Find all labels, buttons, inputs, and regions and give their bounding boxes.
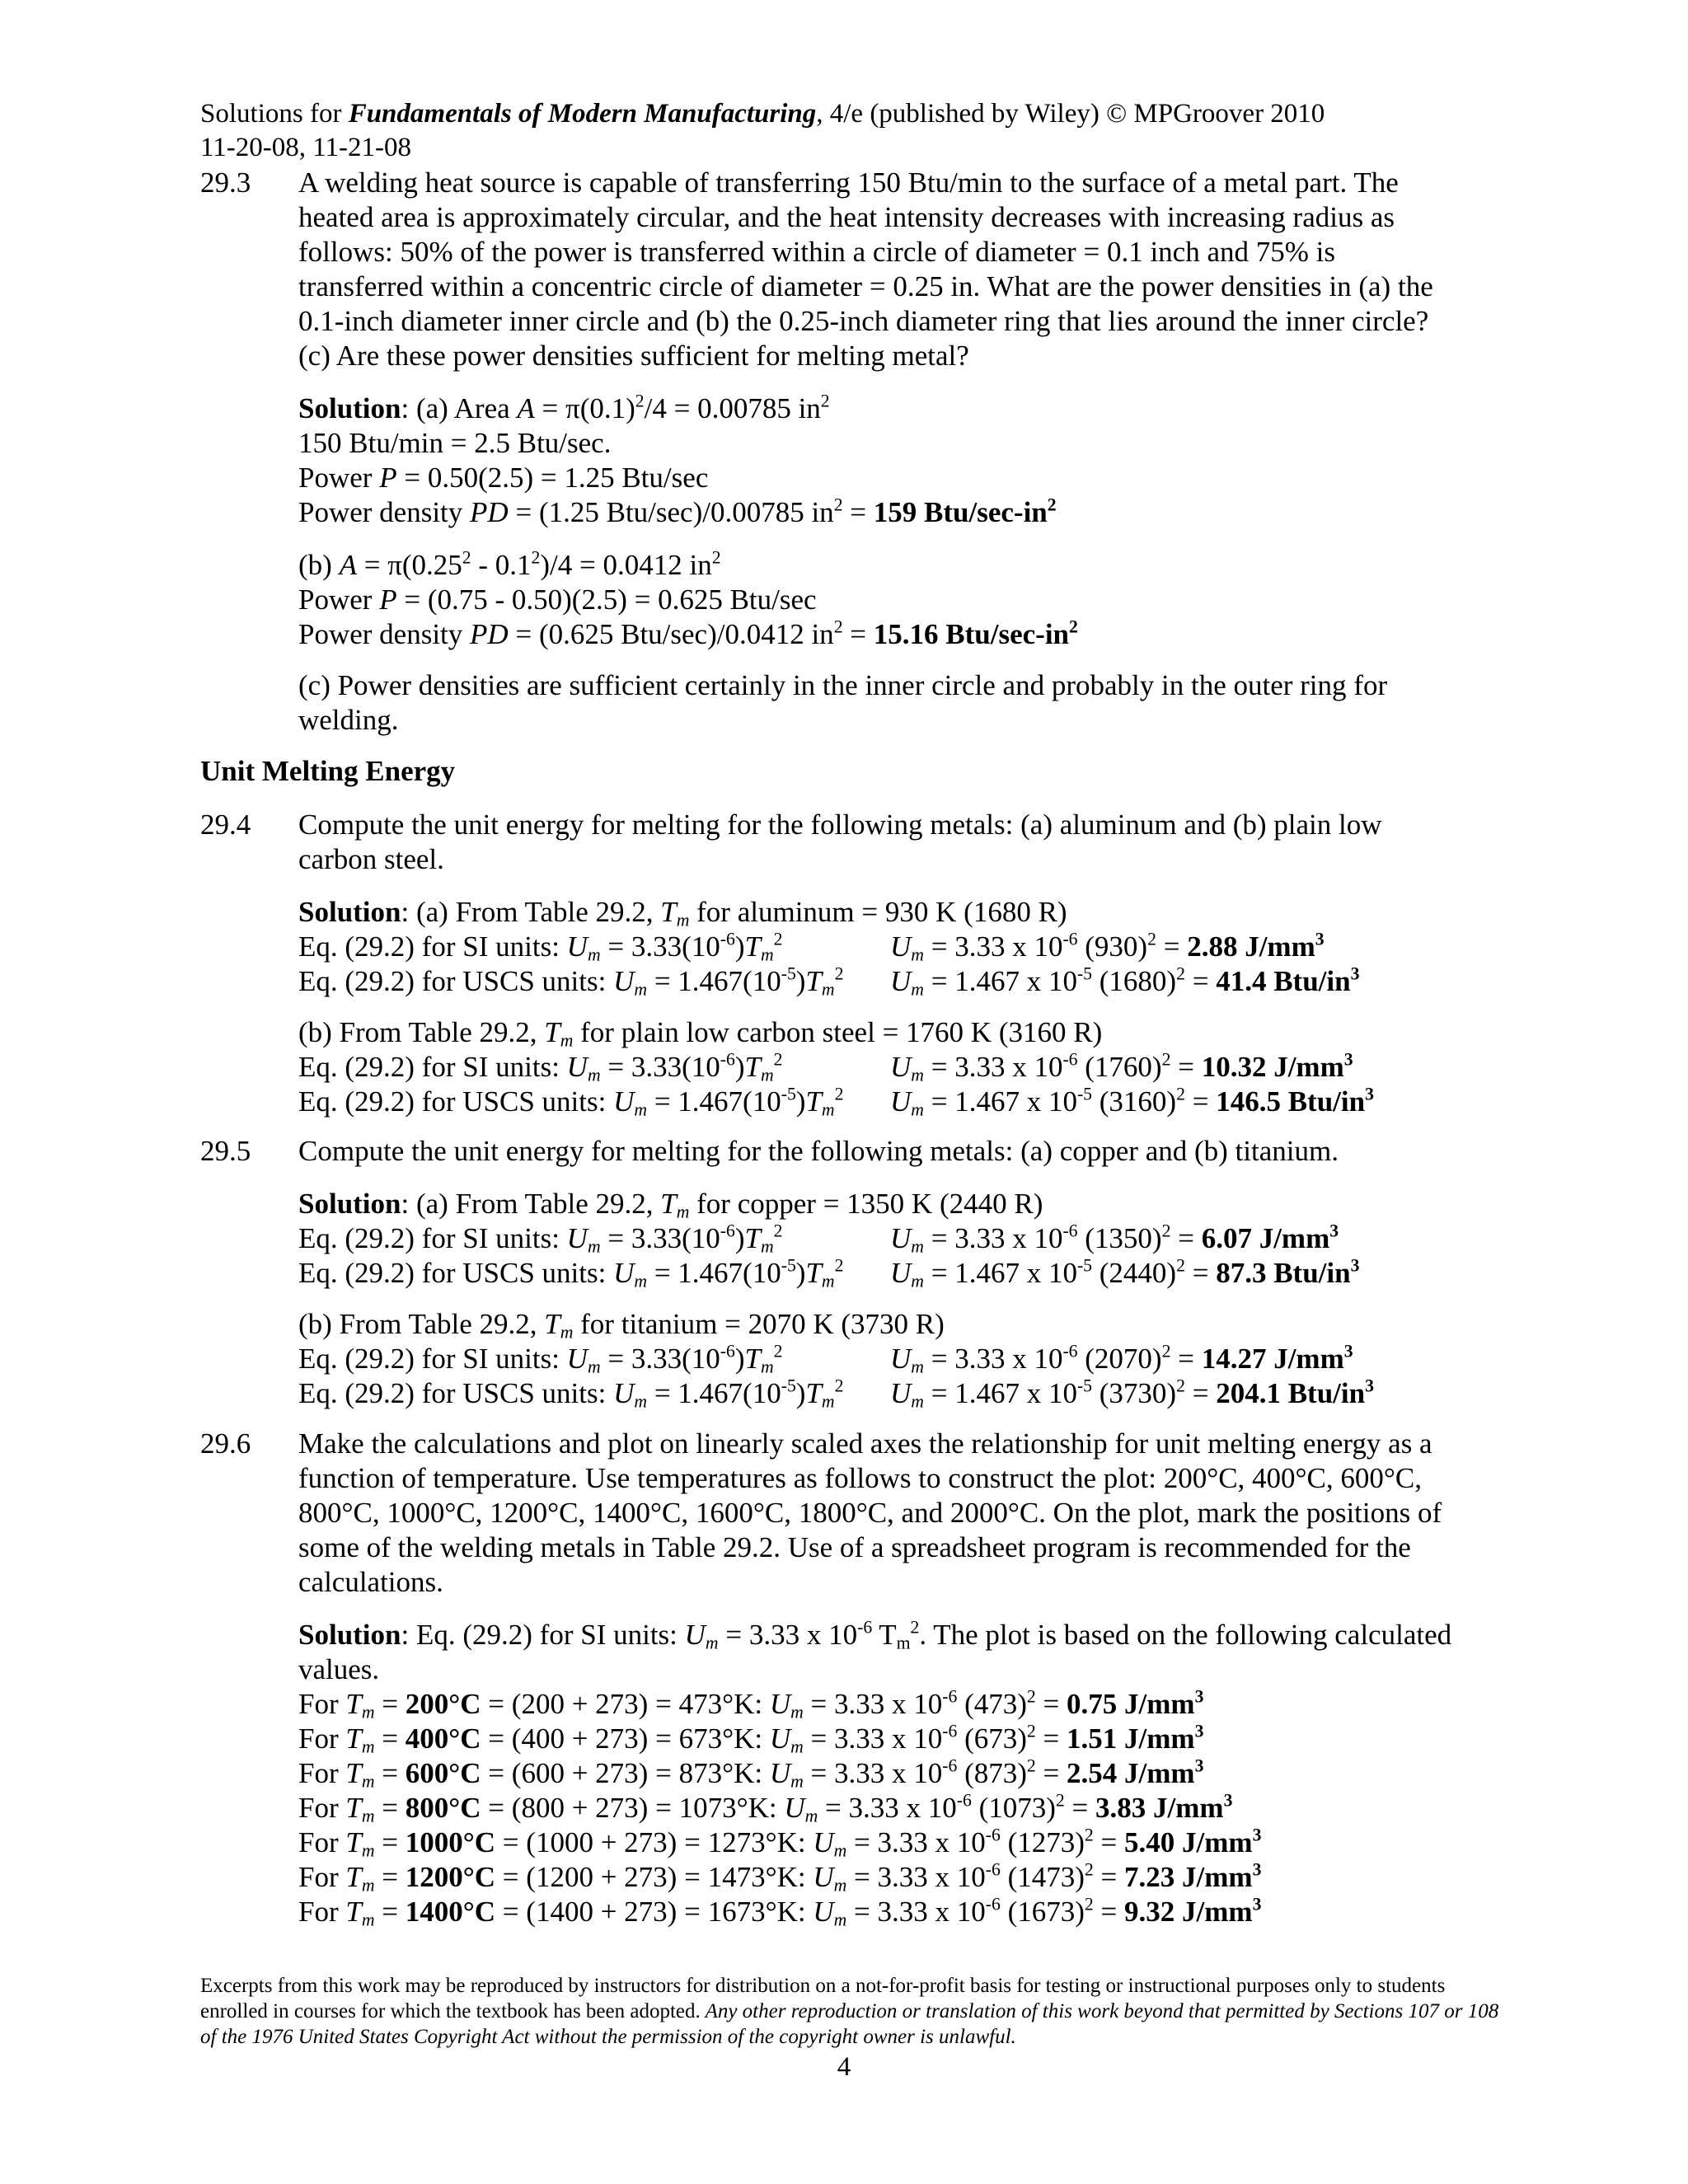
problem-number: 29.4 <box>200 808 251 841</box>
solution-line: Power density PD = (0.625 Btu/sec)/0.0412 $in^2 = 15.16$ Btu/$\sec-in^2$ <box>298 616 1078 650</box>
problem-text-line: A welding heat source is capable of transferring 150 Btu/min to the surface of a metal part. The <box>298 166 1399 199</box>
solution-line: welding. <box>298 704 399 736</box>
solution-line: Solution: (a) From Table 29.2, $T_m$ for copper = 1350 K (2440 R) <box>298 1188 1043 1222</box>
calculation-row: For $T_m = 1000^\circ C = (1000 + 273) = 1273^\circ K$: $U_m = 3.33$ x $10^{-6}$ $(1273)^2 = 5.40$ $J/mm^3$ <box>298 1825 1262 1861</box>
answer-value: 0.75 J/mm <box>1067 1688 1195 1720</box>
temperature-celsius: 600°C <box>405 1757 481 1789</box>
problem-text-line: Make the calculations and plot on linearly scaled axes the relationship for unit melting energy as a <box>298 1427 1432 1460</box>
problem-text-line: some of the welding metals in Table 29.2. Use of a spreadsheet program is recommended for the <box>298 1531 1411 1563</box>
solution-line: (b) $A = \pi(0.25^2 - 0.1^2)/4 = 0.0412$ $in^2$ <box>298 547 721 581</box>
answer-value: 5.40 J/mm <box>1124 1826 1253 1858</box>
solution-line: values. <box>298 1653 380 1685</box>
calculation-row: For $T_m = 1200^\circ C = (1200 + 273) = 1473^\circ K$: $U_m = 3.33$ x $10^{-6}$ $(1473)^2 = 7.23$ $J/mm^3$ <box>298 1859 1262 1896</box>
equation-result: $U_m = 1.467$ x $10^{-5}$ $(2440)^2 = 87.3$ Btu/$in^3$ <box>890 1255 1360 1291</box>
equation-result: $U_m = 3.33$ x $10^{-6}$ $(1350)^2 = 6.07$ $J/mm^3$ <box>890 1221 1339 1257</box>
problem-number: 29.6 <box>200 1427 251 1460</box>
temperature-celsius: 400°C <box>405 1722 481 1755</box>
calculation-row: For $T_m = 200^\circ C = (200 + 273) = 473^\circ K$: $U_m = 3.33$ x $10^{-6}$ $(473)^2 = 0.75$ $J/mm^3$ <box>298 1686 1204 1722</box>
answer-value: 3.83 J/mm <box>1095 1792 1224 1824</box>
answer-value: 2.54 J/mm <box>1067 1757 1195 1789</box>
solution-label: Solution <box>298 896 401 928</box>
solution-line: Solution: (a) Area $A = \pi(0.1)^2/4 = 0.00785$ $in^2$ <box>298 391 830 424</box>
problem-text-line: 0.1-inch diameter inner circle and (b) the 0.25-inch diameter ring that lies around the inner circle? <box>298 305 1429 337</box>
answer-value: 146.5 Btu/in <box>1216 1085 1366 1118</box>
answer-value: 2.88 J/mm <box>1187 930 1315 963</box>
answer-value: 10.32 J/mm <box>1201 1051 1344 1083</box>
problem-text-line: Compute the unit energy for melting for the following metals: (a) aluminum and (b) plain low <box>298 808 1382 841</box>
problem-text-line: heated area is approximately circular, and the heat intensity decreases with increasing radius as <box>298 201 1395 233</box>
page-number: 4 <box>837 2052 851 2082</box>
answer-value: 204.1 Btu/in <box>1216 1377 1366 1409</box>
problem-text-line: 800°C, 1000°C, 1200°C, 1400°C, 1600°C, 1800°C, and 2000°C. On the plot, mark the positions of <box>298 1497 1442 1529</box>
solution-line: Solution: (a) From Table 29.2, $T_m$ for aluminum = 930 K (1680 R) <box>298 896 1067 930</box>
answer-value: 1.51 J/mm <box>1067 1722 1195 1755</box>
equation-line: Eq. (29.2) for USCS units: $U_m = 1.467(10^{-5})T_m^2$ <box>298 963 844 1000</box>
solution-line: Power P = 0.50(2.5) = 1.25 Btu/sec <box>298 462 709 494</box>
problem-number: 29.5 <box>200 1135 251 1167</box>
answer-value: 14.27 J/mm <box>1201 1343 1344 1375</box>
page-header <box>200 97 1325 165</box>
equation-result: $U_m = 3.33$ x $10^{-6}$ $(930)^2 = 2.88$ $J/mm^3$ <box>890 929 1325 965</box>
problem-text-line: calculations. <box>298 1566 443 1598</box>
solution-line: 150 Btu/min = 2.5 Btu/sec. <box>298 427 612 459</box>
solution-line: Power density PD = (1.25 Btu/sec)/0.00785 $in^2 = 159$ Btu/$\sec-in^2$ <box>298 494 1057 528</box>
problem-text-line: Compute the unit energy for melting for the following metals: (a) copper and (b) titanium. <box>298 1135 1339 1167</box>
solution-line: (c) Power densities are sufficient certainly in the inner circle and probably in the outer ring for <box>298 669 1388 701</box>
equation-line: Eq. (29.2) for SI units: $U_m = 3.33(10^{-6})T_m^2$ <box>298 1221 783 1257</box>
equation-result: $U_m = 3.33$ x $10^{-6}$ $(1760)^2 = 10.32$ $J/mm^3$ <box>890 1049 1353 1085</box>
solution-label: Solution <box>298 1619 401 1651</box>
solution-line: (b) From Table 29.2, $T_m$ for titanium = 2070 K (3730 R) <box>298 1308 945 1343</box>
problem-text-line: transferred within a concentric circle of diameter = 0.25 in. What are the power densities in (a) the <box>298 270 1433 302</box>
temperature-celsius: 1000°C <box>405 1826 496 1858</box>
answer-value: 41.4 Btu/in <box>1216 965 1351 997</box>
temperature-celsius: 1200°C <box>405 1861 496 1893</box>
answer-value: 87.3 Btu/in <box>1216 1257 1351 1289</box>
answer-value: 9.32 J/mm <box>1124 1896 1253 1928</box>
equation-line: Eq. (29.2) for USCS units: $U_m = 1.467(10^{-5})T_m^2$ <box>298 1376 844 1412</box>
problem-number: 29.3 <box>200 166 251 199</box>
copyright-footer: Excerpts from this work may be reproduced by instructors for distribution on a not-for-profit basis for testing or instructional purposes only to students enrolled in courses for which the textbook has been adopted. Any other reproduction or translation of this work beyond that permitted by Sections 107 or 108 of the 1976 United States Copyright Act without the permission of the copyright owner is unlawful. <box>200 1975 1499 2048</box>
answer-value: 6.07 J/mm <box>1201 1222 1330 1254</box>
calculation-row: For $T_m = 800^\circ C = (800 + 273) = 1073^\circ K$: $U_m = 3.33$ x $10^{-6}$ $(1073)^2 = 3.83$ $J/mm^3$ <box>298 1790 1233 1826</box>
answer-value: 15.16 Btu/sec-in <box>873 618 1070 650</box>
solution-line: (b) From Table 29.2, $T_m$ for plain low carbon steel = 1760 K (3160 R) <box>298 1016 1103 1051</box>
temperature-celsius: 200°C <box>405 1688 481 1720</box>
solution-label: Solution <box>298 1188 401 1220</box>
answer-value: 159 Btu/sec-in <box>873 496 1048 528</box>
solution-line: Solution: Eq. (29.2) for SI units: $U_m = 3.33$ x $10^{-6}$ $T_m^2$. The plot is based on the following calculated <box>298 1617 1452 1653</box>
problem-text-line: function of temperature. Use temperatures as follows to construct the plot: 200°C, 400°C, 600°C, <box>298 1462 1422 1494</box>
section-heading: Unit Melting Energy <box>200 755 456 787</box>
calculation-row: For $T_m = 600^\circ C = (600 + 273) = 873^\circ K$: $U_m = 3.33$ x $10^{-6}$ $(873)^2 = 2.54$ $J/mm^3$ <box>298 1755 1204 1792</box>
calculation-row: For $T_m = 400^\circ C = (400 + 273) = 673^\circ K$: $U_m = 3.33$ x $10^{-6}$ $(673)^2 = 1.51$ $J/mm^3$ <box>298 1721 1204 1757</box>
equation-result: $U_m = 1.467$ x $10^{-5}$ $(3730)^2 = 204.1$ Btu/$in^3$ <box>890 1376 1374 1412</box>
book-title: Fundamentals of Modern Manufacturing <box>348 99 817 129</box>
header-line-1: Solutions for Fundamentals of Modern Manufacturing, 4/e (published by Wiley) © MPGroover 2010 <box>200 99 1325 129</box>
problem-text-line: (c) Are these power densities sufficient for melting metal? <box>298 340 969 372</box>
equation-line: Eq. (29.2) for SI units: $U_m = 3.33(10^{-6})T_m^2$ <box>298 1341 783 1377</box>
problem-text-line: follows: 50% of the power is transferred within a circle of diameter = 0.1 inch and 75% is <box>298 236 1335 268</box>
equation-result: $U_m = 1.467$ x $10^{-5}$ $(1680)^2 = 41.4$ Btu/$in^3$ <box>890 963 1360 1000</box>
solution-label: Solution <box>298 392 401 424</box>
temperature-celsius: 1400°C <box>405 1896 496 1928</box>
equation-line: Eq. (29.2) for USCS units: $U_m = 1.467(10^{-5})T_m^2$ <box>298 1255 844 1291</box>
equation-line: Eq. (29.2) for SI units: $U_m = 3.33(10^{-6})T_m^2$ <box>298 929 783 965</box>
answer-value: 7.23 J/mm <box>1124 1861 1253 1893</box>
equation-line: Eq. (29.2) for SI units: $U_m = 3.33(10^{-6})T_m^2$ <box>298 1049 783 1085</box>
solution-line: Power P = (0.75 - 0.50)(2.5) = 0.625 Btu/sec <box>298 583 817 616</box>
equation-line: Eq. (29.2) for USCS units: $U_m = 1.467(10^{-5})T_m^2$ <box>298 1084 844 1120</box>
header-dates: 11-20-08, 11-21-08 <box>200 133 412 162</box>
equation-result: $U_m = 3.33$ x $10^{-6}$ $(2070)^2 = 14.27$ $J/mm^3$ <box>890 1341 1353 1377</box>
problem-text-line: carbon steel. <box>298 843 444 875</box>
temperature-celsius: 800°C <box>405 1792 481 1824</box>
equation-result: $U_m = 1.467$ x $10^{-5}$ $(3160)^2 = 146.5$ Btu/$in^3$ <box>890 1084 1374 1120</box>
calculation-row: For $T_m = 1400^\circ C = (1400 + 273) = 1673^\circ K$: $U_m = 3.33$ x $10^{-6}$ $(1673)^2 = 9.32$ $J/mm^3$ <box>298 1894 1262 1930</box>
